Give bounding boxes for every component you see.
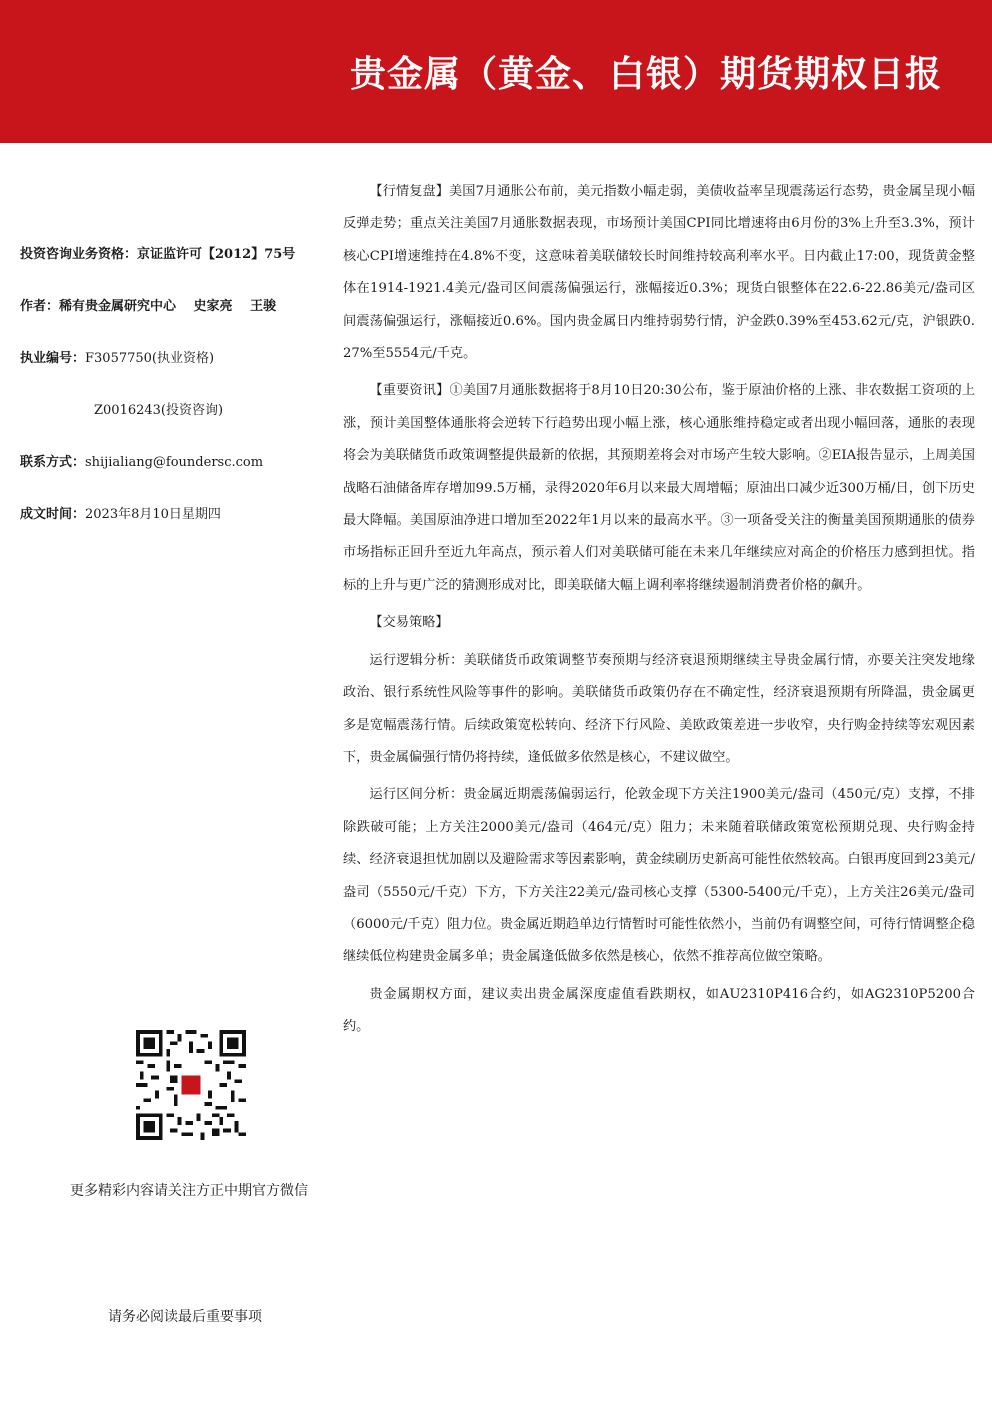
qualification-label: 投资咨询业务资格： bbox=[20, 247, 138, 262]
important-notice: 请务必阅读最后重要事项 bbox=[108, 1309, 262, 1325]
contact-label: 联系方式： bbox=[20, 455, 86, 470]
report-body bbox=[343, 176, 975, 1044]
report-title: 贵金属（黄金、白银）期货期权日报 bbox=[349, 54, 942, 95]
wechat-qr-code bbox=[136, 1030, 246, 1140]
logic-paragraph: 运行逻辑分析：美联储货币政策调整节奏预期与经济衰退预期继续主导贵金属行情，亦要关注突发地缘政治、银行系统性风险等事件的影响。美联储货币政策仍存在不确定性，经济衰退预期有所降温，贵金属更多是宽幅震荡行情。后续政策宽松转向、经济下行风险、美欧政策差进一步收窄，央行购金持续等宏观因素下，贵金属偏强行情仍将持续，逢低做多依然是核心，不建议做空。 bbox=[343, 652, 975, 765]
range-paragraph: 运行区间分析：贵金属近期震荡偏弱运行，伦敦金现下方关注1900美元/盎司（450元/克）支撑，不排除跌破可能；上方关注2000美元/盎司（464元/克）阻力；未来随着联储政策宽松预期兑现、央行购金持续、经济衰退担忧加剧以及避险需求等因素影响，黄金续刷历史新高可能性依然较高。白银再度回到23美元/盎司（5550元/千克）下方，下方关注22美元/盎司核心支撑（5300-5400元/千克），上方关注26美元/盎司（6000元/千克）阻力位。贵金属近期趋单边行情暂时可能性依然小，当前仍有调整空间，可待行情调整企稳继续低位构建贵金属多单；贵金属逢低做多依然是核心，依然不推荐高位做空策略。 bbox=[343, 787, 975, 965]
license-row-2 bbox=[94, 399, 223, 418]
news-paragraph bbox=[343, 375, 975, 602]
license-row bbox=[20, 347, 214, 366]
date-value: 2023年8月10日星期四 bbox=[85, 507, 221, 522]
strategy-head: 【交易策略】 bbox=[369, 615, 449, 631]
news-text: ①美国7月通胀数据将于8月10日20:30公布，鉴于原油价格的上涨、非农数据工资项的上涨，预计美国整体通胀将会逆转下行趋势出现小幅上涨，核心通胀维持稳定或者出现小幅回落，通胀的表现将会为美联储货币政策调整提供最新的依据，其预期差将会对市场产生较大影响。②EIA报告显示，上周美国战略石油储备库存增加99.5万桶，录得2020年6月以来最大周增幅；原油出口减少近300万桶/日，创下历史最大降幅。美国原油净进口增加至2022年1月以来的最高水平。③一项备受关注的衡量美国预期通胀的债券市场指标正回升至近九年高点，预示着人们对美联储可能在未来几年继续应对高企的价格压力感到担忧。指标的上升与更广泛的猜测形成对比，即美联储大幅上调利率将继续遏制消费者价格的飙升。 bbox=[343, 383, 976, 593]
market-review-head: 【行情复盘】 bbox=[369, 184, 450, 199]
qr-caption: 更多精彩内容请关注方正中期官方微信 bbox=[70, 1183, 308, 1199]
options-paragraph: 贵金属期权方面，建议卖出贵金属深度虚值看跌期权，如AU2310P416合约，如AG2310P5200合约。 bbox=[343, 986, 975, 1035]
qualification-row bbox=[20, 243, 295, 262]
qualification-value: 京证监许可【2012】75号 bbox=[137, 247, 296, 262]
qr-logo bbox=[182, 1076, 201, 1095]
news-head: 【重要资讯】 bbox=[369, 383, 450, 399]
author-value: 稀有贵金属研究中心 史家亮 王骏 bbox=[59, 299, 277, 314]
header-banner bbox=[0, 0, 992, 143]
contact-row bbox=[20, 451, 263, 470]
license-value-1: F3057750(执业资格) bbox=[85, 351, 215, 366]
author-row bbox=[20, 295, 276, 314]
sidebar bbox=[0, 143, 328, 1403]
date-row bbox=[20, 503, 221, 522]
market-review-paragraph bbox=[343, 176, 975, 370]
contact-email[interactable]: shijialiang@foundersc.com bbox=[85, 455, 264, 470]
date-label: 成文时间： bbox=[20, 507, 86, 522]
license-value-2: Z0016243(投资咨询) bbox=[94, 403, 224, 418]
license-label: 执业编号： bbox=[20, 351, 86, 366]
author-label: 作者： bbox=[20, 299, 60, 314]
market-review-text: 美国7月通胀公布前，美元指数小幅走弱，美债收益率呈现震荡运行态势，贵金属呈现小幅反弹走势；重点关注美国7月通胀数据表现，市场预计美国CPI同比增速将由6月份的3%上升至3.3%，预计核心CPI增速维持在4.8%不变，这意味着美联储较长时间维持较高利率水平。日内截止17:00，现货黄金整体在1914-1921.4美元/盎司区间震荡偏强运行，涨幅接近0.3%；现货白银整体在22.6-22.86美元/盎司区间震荡偏强运行，涨幅接近0.6%。国内贵金属日内维持弱势行情，沪金跌0.39%至453.62元/克，沪银跌0.27%至5554元/千克。 bbox=[343, 184, 976, 362]
